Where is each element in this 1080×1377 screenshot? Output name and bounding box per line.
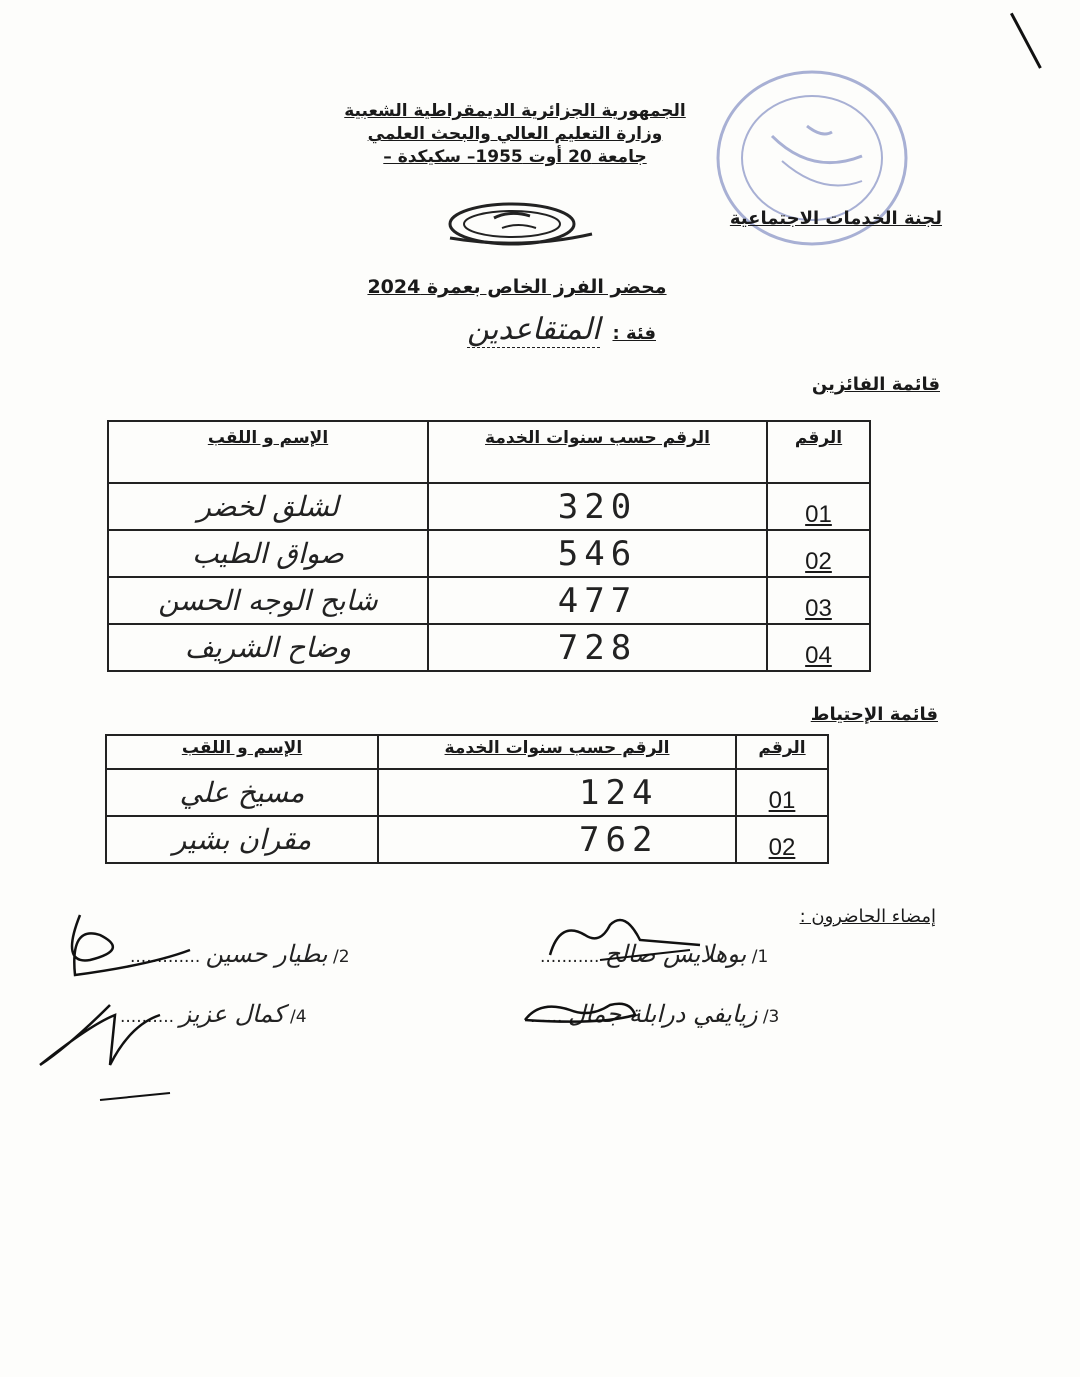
signature-name: بطيار حسين bbox=[205, 940, 328, 968]
reserve-label: قائمة الإحتياط bbox=[810, 704, 938, 725]
table-row bbox=[106, 769, 828, 816]
winners-table bbox=[107, 420, 871, 672]
category-value: المتقاعدين bbox=[467, 312, 601, 347]
table-row bbox=[108, 624, 870, 671]
header-rank: الرقم حسب سنوات الخدمة bbox=[378, 735, 736, 769]
row-name: شابح الوجه الحسن bbox=[108, 577, 428, 624]
university-line: جامعة 20 أوت 1955– سكيكدة – bbox=[383, 147, 647, 167]
row-name: لشلق لخضر bbox=[108, 483, 428, 530]
header-rank: الرقم حسب سنوات الخدمة bbox=[428, 421, 767, 483]
pen-mark bbox=[1010, 13, 1042, 69]
header-name: الإسم و اللقب bbox=[108, 421, 428, 483]
signatures-label: إمضاء الحاضرون : bbox=[799, 906, 936, 927]
row-rank: 124 bbox=[378, 769, 736, 816]
table-header-row bbox=[106, 735, 828, 769]
signature-dots: ............. bbox=[130, 947, 201, 967]
signature-name: زيايفي درابلة جمال bbox=[567, 1000, 758, 1028]
row-number: 02 bbox=[736, 816, 828, 863]
row-name: صواق الطيب bbox=[108, 530, 428, 577]
row-number: 01 bbox=[767, 483, 870, 530]
row-number: 03 bbox=[767, 577, 870, 624]
row-number: 01 bbox=[736, 769, 828, 816]
ministry-line: وزارة التعليم العالي والبحث العلمي bbox=[367, 124, 663, 144]
header-number: الرقم bbox=[767, 421, 870, 483]
row-rank: 546 bbox=[428, 530, 767, 577]
letterhead bbox=[330, 100, 700, 169]
category-line bbox=[380, 312, 656, 347]
header-number: الرقم bbox=[736, 735, 828, 769]
row-rank: 728 bbox=[428, 624, 767, 671]
signature-scribble-1 bbox=[540, 905, 710, 975]
row-rank: 477 bbox=[428, 577, 767, 624]
signature-dots: ...... bbox=[530, 1007, 563, 1027]
signature-dots: ........... bbox=[540, 947, 600, 967]
row-rank: 320 bbox=[428, 483, 767, 530]
category-label: فئة : bbox=[612, 323, 656, 344]
table-header-row bbox=[108, 421, 870, 483]
row-name: مقران بشير bbox=[106, 816, 378, 863]
header-name: الإسم و اللقب bbox=[106, 735, 378, 769]
table-row bbox=[108, 577, 870, 624]
winners-label: قائمة الفائزين bbox=[811, 374, 940, 395]
signature-name: بوهلايس صالح bbox=[604, 940, 747, 968]
row-name: وضاح الشريف bbox=[108, 624, 428, 671]
signature-scribble-3 bbox=[520, 990, 640, 1030]
row-number: 04 bbox=[767, 624, 870, 671]
document-title: محضر الفرز الخاص بعمرة 2024 bbox=[367, 276, 667, 298]
reserve-table bbox=[105, 734, 829, 864]
row-name: مسيخ علي bbox=[106, 769, 378, 816]
signature-index: /4 bbox=[290, 1007, 307, 1027]
table-row bbox=[106, 816, 828, 863]
university-logo bbox=[432, 198, 602, 250]
signature-dots: .......... bbox=[120, 1007, 175, 1027]
signature-index: /1 bbox=[751, 947, 769, 967]
signature-scribble-2 bbox=[20, 905, 210, 1105]
row-rank: 762 bbox=[378, 816, 736, 863]
signature-index: /2 bbox=[332, 947, 350, 967]
signature-index: /3 bbox=[762, 1007, 780, 1027]
row-number: 02 bbox=[767, 530, 870, 577]
signature-name: كمال عزيز bbox=[179, 1000, 285, 1028]
table-row bbox=[108, 530, 870, 577]
republic-line: الجمهورية الجزائرية الديمقراطية الشعبية bbox=[344, 101, 686, 121]
table-row bbox=[108, 483, 870, 530]
committee-name: لجنة الخدمات الاجتماعية bbox=[729, 208, 942, 229]
